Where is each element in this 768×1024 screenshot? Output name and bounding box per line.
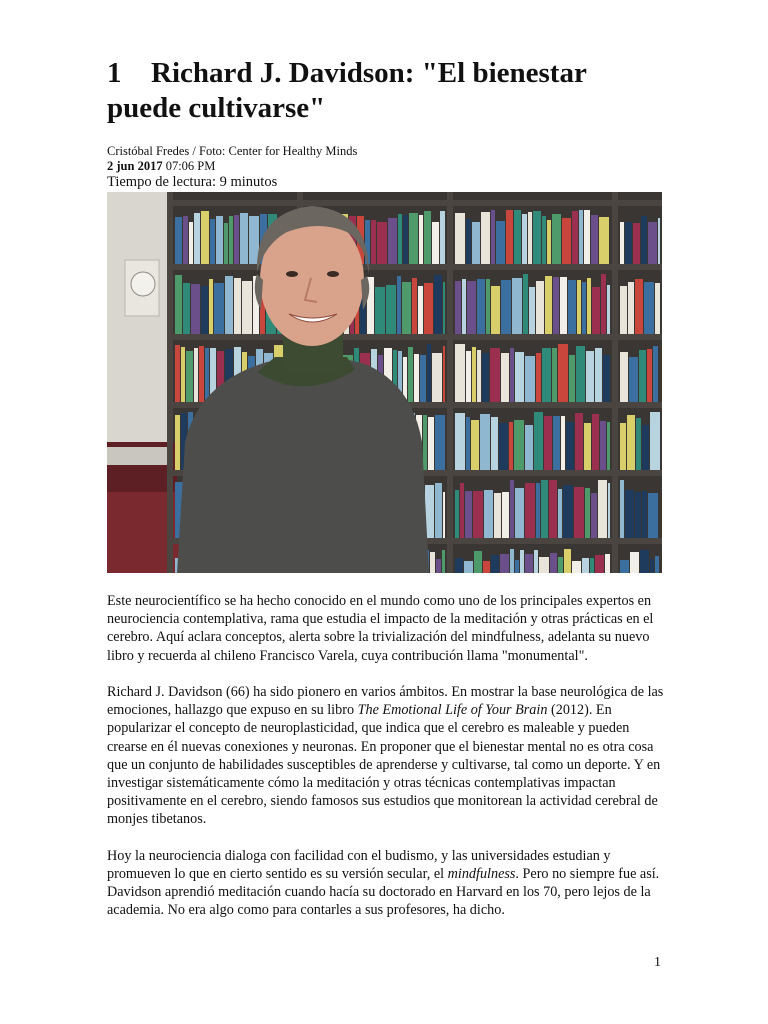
paragraph-3-text-b: . Pero no siempre fue así. Davidson aprendió meditación cuando hacía su doctorado en Harvard en los 70, pero lejos de la academia. No era algo como para contarles a sus profesores, ha dicho. [107,866,660,919]
book-title: The Emotional Life of Your Brain [357,702,548,719]
article-body [107,592,667,938]
paragraph-3 [107,847,667,920]
paragraph-2-text-a: Richard J. Davidson (66) ha sido pionero en varios ámbitos. En mostrar la base neurológica de las emociones, hallazgo que expuso en su libro [107,684,664,719]
paragraph-1: Este neurocientífico se ha hecho conocido en el mundo como uno de los principales expertos en neurociencia contemplativa, rama que estudia el impacto de la meditación y otras prácticas en el cerebro. Aquí aclara conceptos, alerta sobre la trivialización del mindfulness, adelanta su nuevo libro y recuerda al chileno Francisco Varela, cuya contribución llama "monumental". [107,593,654,664]
article-title [107,56,662,126]
publish-time: 07:06 PM [165,159,216,173]
dateline [107,159,215,174]
article-number: 1 [107,57,122,89]
article-title-text: Richard J. Davidson: "El bienestar puede cultivarse" [107,57,587,124]
page-number: 1 [654,955,661,970]
portrait-photo [107,192,662,573]
byline: Cristóbal Fredes / Foto: Center for Healthy Minds [107,144,358,158]
paragraph-3-text-a: Hoy la neurociencia dialoga con facilidad con el budismo, y las universidades estudian y promueven lo que en cierto sentido es su versión secular, el [107,847,611,883]
reading-time: Tiempo de lectura: 9 minutos [107,174,278,190]
paragraph-2-text-b: (2012). En popularizar el concepto de neuroplasticidad, que indica que el cerebro es maleable y pueden crearse en él nuevas conexiones y neuronas. En proponer que el bienestar mental no es otra cosa que un conjunto de habilidades susceptibles de aprenderse y cultivarse, tal como un deporte. Y en investigar sistemáticamente cómo la meditación y otras técnicas contemplativas impactan positivamente en el cerebro, siendo famosos sus estudios que monitorean la actividad cerebral de monjes tibetanos. [107,702,661,828]
publish-date: 2 jun 2017 [107,159,163,173]
paragraph-2 [107,683,667,829]
mindfulness-term: mindfulness [447,866,516,883]
